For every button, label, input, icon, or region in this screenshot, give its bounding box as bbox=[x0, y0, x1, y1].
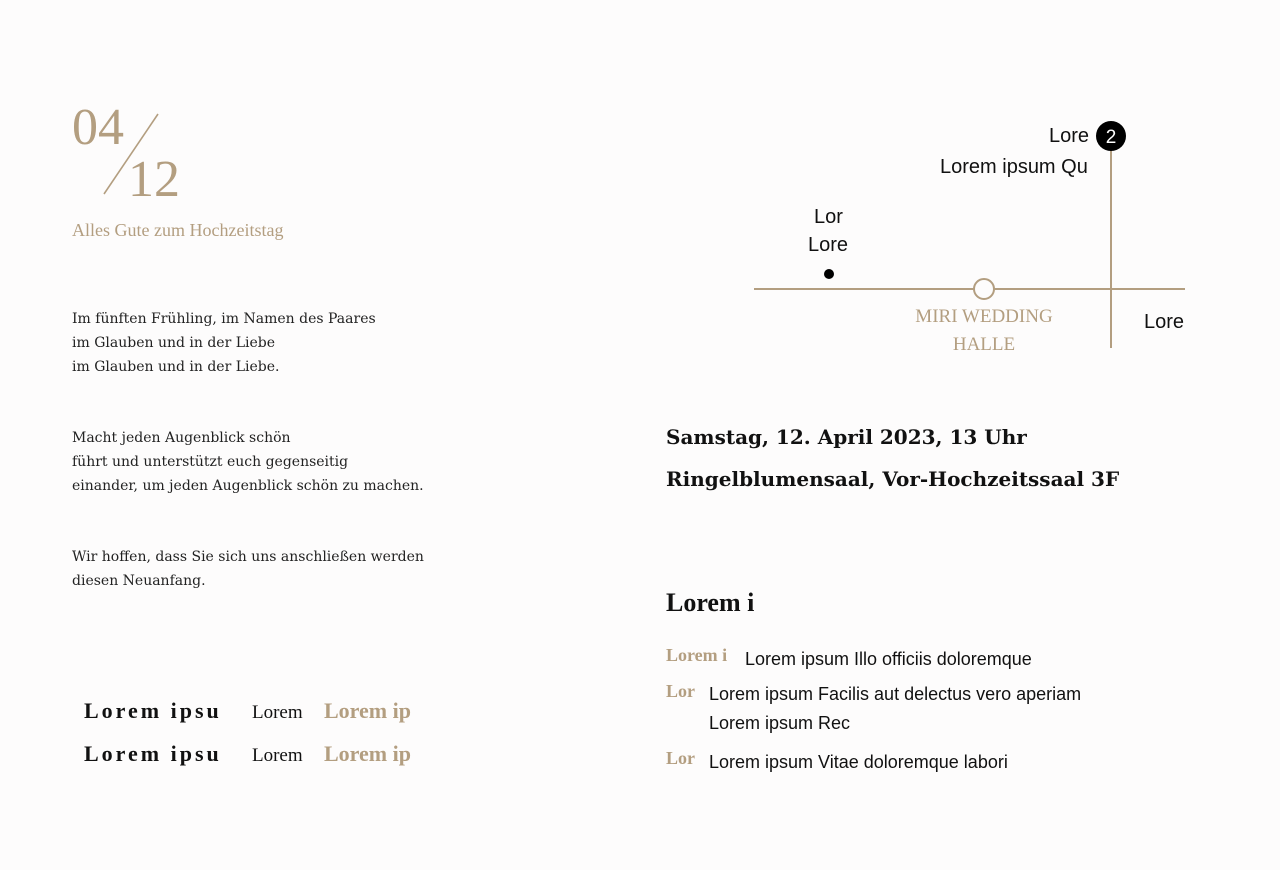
venue-label-line: HALLE bbox=[952, 334, 1016, 355]
paragraph-line: im Glauben und in der Liebe bbox=[72, 335, 276, 351]
paragraph-line: Macht jeden Augenblick schön bbox=[72, 430, 291, 446]
station-marker-number: 2 bbox=[1105, 127, 1117, 148]
direction-label: Lorem i bbox=[666, 645, 728, 665]
map-right-label: Lore bbox=[1144, 311, 1185, 333]
direction-text bbox=[745, 645, 1032, 674]
paragraph-2 bbox=[72, 426, 424, 498]
date-day: 04 bbox=[72, 99, 124, 156]
map-marker-label: Lore bbox=[1049, 125, 1090, 147]
paragraph-line: diesen Neuanfang. bbox=[72, 573, 206, 589]
signature-role: Lorem bbox=[252, 702, 303, 723]
signature-name: Lorem ipsu bbox=[84, 741, 222, 766]
paragraph-line: führt und unterstützt euch gegenseitig bbox=[72, 454, 349, 470]
map-poi-label-2: Lore bbox=[808, 234, 849, 256]
paragraph-3 bbox=[72, 545, 424, 593]
signature-row-2 bbox=[84, 741, 411, 767]
venue-label bbox=[894, 303, 1074, 359]
poi-dot-icon bbox=[824, 269, 834, 279]
paragraph-line: Im fünften Frühling, im Namen des Paares bbox=[72, 311, 376, 327]
signature-relation: Lorem ip bbox=[324, 741, 411, 766]
direction-label: Lor bbox=[666, 681, 695, 701]
direction-line: Lorem ipsum Rec bbox=[709, 713, 851, 733]
direction-line: Lorem ipsum Illo officiis doloremque bbox=[745, 649, 1032, 669]
signature-relation: Lorem ip bbox=[324, 698, 411, 723]
page-subtitle: Alles Gute zum Hochzeitstag bbox=[72, 220, 284, 240]
event-date: Samstag, 12. April 2023, 13 Uhr bbox=[666, 425, 1027, 449]
venue-marker-icon bbox=[974, 279, 994, 299]
directions-title: Lorem i bbox=[666, 588, 755, 617]
direction-text bbox=[709, 748, 1008, 777]
date-month: 12 bbox=[128, 151, 180, 208]
direction-label: Lor bbox=[666, 748, 695, 768]
signature-role: Lorem bbox=[252, 745, 303, 766]
paragraph-line: einander, um jeden Augenblick schön zu machen. bbox=[72, 478, 424, 494]
map-poi-label-1: Lor bbox=[814, 206, 843, 228]
map-street-label: Lorem ipsum Qu bbox=[940, 156, 1088, 178]
venue-label-line: MIRI WEDDING bbox=[915, 306, 1053, 327]
paragraph-1 bbox=[72, 307, 376, 379]
paragraph-line: Wir hoffen, dass Sie sich uns anschließen werden bbox=[72, 549, 424, 565]
paragraph-line: im Glauben und in der Liebe. bbox=[72, 359, 280, 375]
signature-row-1 bbox=[84, 698, 411, 724]
direction-line: Lorem ipsum Vitae doloremque labori bbox=[709, 752, 1008, 772]
signature-name: Lorem ipsu bbox=[84, 698, 222, 723]
direction-line: Lorem ipsum Facilis aut delectus vero aperiam bbox=[709, 684, 1082, 704]
direction-text bbox=[709, 680, 1081, 738]
event-place: Ringelblumensaal, Vor-Hochzeitssaal 3F bbox=[666, 467, 1120, 491]
